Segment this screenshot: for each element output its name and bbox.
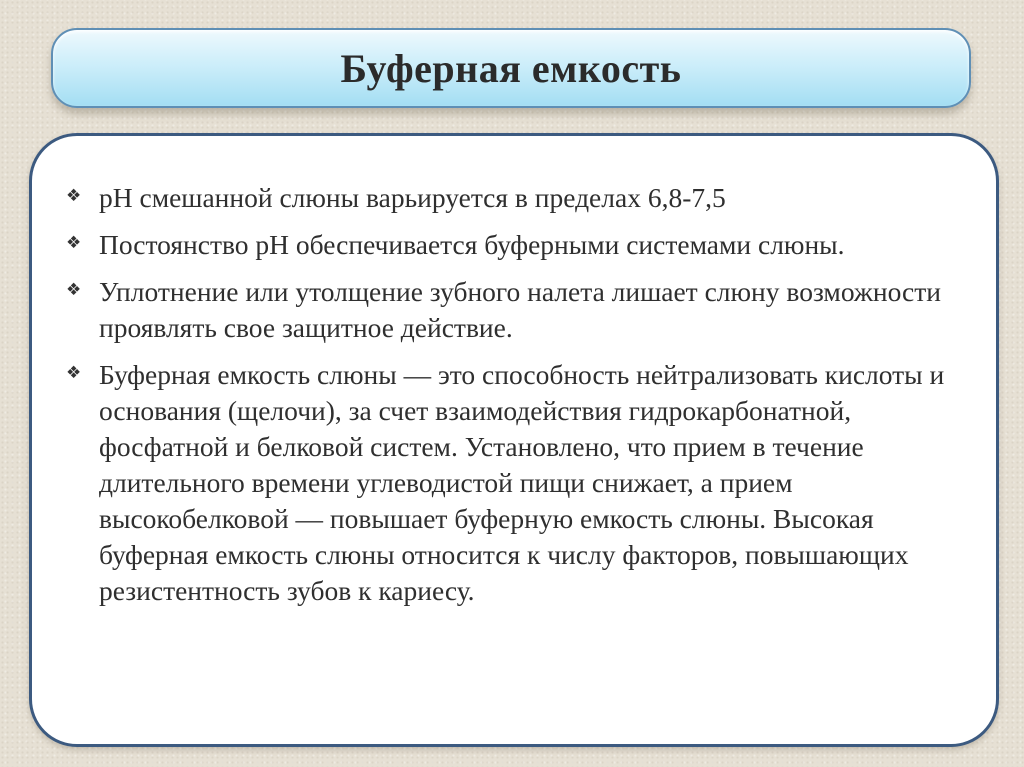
diamond-bullet-icon: ❖ bbox=[66, 363, 82, 383]
title-banner bbox=[51, 28, 971, 108]
content-panel bbox=[29, 133, 999, 747]
diamond-bullet-icon: ❖ bbox=[66, 233, 82, 253]
bullet-text: Постоянство pH обеспечивается буферными системами слюны. bbox=[99, 229, 845, 260]
bullet-text: Буферная емкость слюны — это способность нейтрализовать кислоты и основания (щелочи), за счет взаимодействия гидрокарбонатной, фосфатной и белковой систем. Установлено, что прием в течение длительного времени углеводистой пищи снижает, а прием высокобелковой — повышает буферную емкость слюны. Высокая буферная емкость слюны относится к числу факторов, повышающих резистентность зубов к кариесу. bbox=[99, 359, 945, 606]
bullet-item bbox=[66, 357, 966, 609]
bullet-item bbox=[66, 227, 966, 263]
bullet-item bbox=[66, 180, 966, 216]
bullet-list bbox=[66, 180, 966, 620]
diamond-bullet-icon: ❖ bbox=[66, 186, 82, 206]
bullet-item bbox=[66, 274, 966, 346]
bullet-text: pH смешанной слюны варьируется в пределах 6,8-7,5 bbox=[99, 182, 726, 213]
diamond-bullet-icon: ❖ bbox=[66, 280, 82, 300]
bullet-text: Уплотнение или утолщение зубного налета лишает слюну возможности проявлять свое защитное действие. bbox=[99, 276, 941, 343]
slide-title: Буферная емкость bbox=[340, 45, 682, 91]
